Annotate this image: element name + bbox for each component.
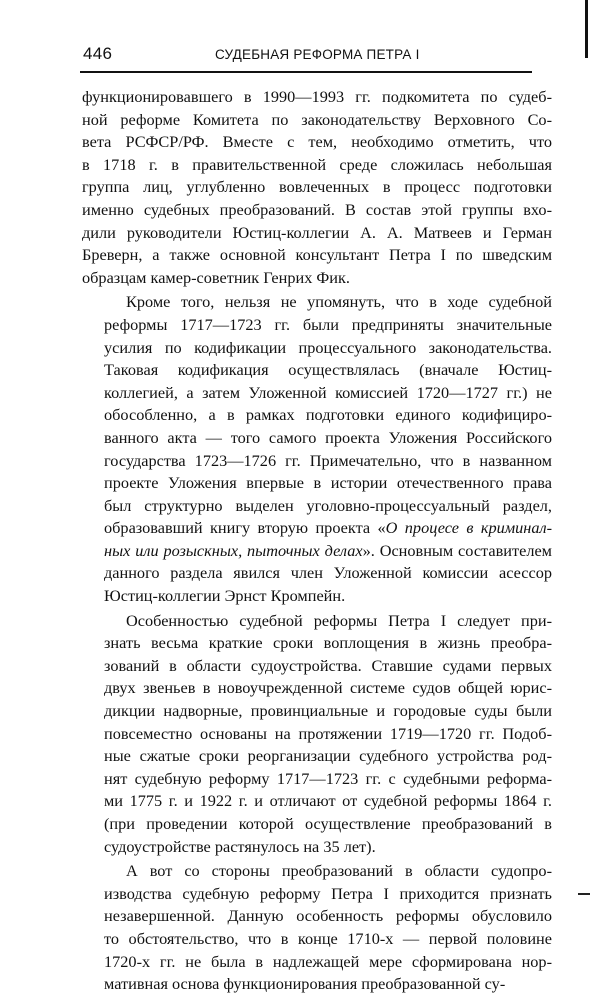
paragraph	[82, 860, 552, 996]
page-corner-mark	[578, 893, 590, 895]
text-line: функционировавшего в 1990—1993 гг. подкомитета по судеб-	[82, 87, 552, 106]
running-title: СУДЕБНАЯ РЕФОРМА ПЕТРА I	[215, 47, 420, 62]
text-line: образцам камер-советник Генрих Фик.	[82, 267, 350, 287]
text-line: ми 1775 г. и 1922 г. и отличают от судебной реформы 1864 г.	[104, 791, 552, 811]
text-line: то обстоятельство, что в конце 1710-х — первой половине	[104, 928, 552, 948]
text-line: Таковая кодификация осуществлялась (вначале Юстиц-	[104, 360, 552, 380]
text-line: нят судебную реформу 1717—1723 гг. с судебными реформа-	[104, 768, 552, 788]
text-run: образовавший книгу вторую проекта «	[104, 518, 386, 538]
text-line: зований в области судоустройства. Ставшие судами первых	[104, 655, 552, 675]
italic-title-run: О процесе в криминал-	[385, 518, 553, 538]
body-text	[82, 86, 552, 998]
text-line: вета РСФСР/РФ. Вместе с тем, необходимо отметить, что	[82, 132, 552, 152]
text-line: 1720-х гг. не была в надлежащей мере сформирована нор-	[104, 951, 552, 971]
text-line: Юстиц-коллегии Эрнст Кромпейн.	[104, 586, 346, 606]
text-line: Особенностью судебной реформы Петра I следует при-	[126, 610, 552, 630]
text-line: коллегией, а затем Уложенной комиссией 1720—1727 гг.) не	[104, 382, 552, 402]
text-line: двух звеньев в новоучрежденной системе судов общей юрис-	[104, 678, 552, 698]
text-line: усилия по кодификации процессуального законодательства.	[104, 337, 552, 357]
text-line: группа лиц, углубленно вовлеченных в процесс подготовки	[82, 177, 552, 197]
text-line: Кроме того, нельзя не упомянуть, что в ходе судебной	[126, 292, 552, 312]
text-line: А вот со стороны преобразований в области судопро-	[126, 861, 552, 881]
text-line	[82, 540, 552, 563]
page-number: 446	[83, 44, 113, 63]
text-line: в 1718 г. в правительственной среде сложилась небольшая	[82, 154, 552, 174]
paragraph	[82, 86, 552, 289]
text-line	[82, 517, 552, 540]
text-line: (при проведении которой осуществление преобразований в	[104, 814, 552, 833]
text-line: был структурно выделен уголовно-процессуальный раздел,	[104, 495, 552, 515]
page-edge-mark	[585, 0, 588, 58]
text-line: ванного акта — того самого проекта Уложения Российского	[104, 427, 552, 447]
text-line: реформы 1717—1723 гг. были предприняты значительные	[104, 314, 552, 334]
text-line: обособленно, а в рамках подготовки единого кодифициро-	[104, 405, 552, 425]
text-line: мативная основа функционирования преобразованной су-	[104, 974, 506, 994]
text-run: ». Основным составителем	[362, 540, 552, 560]
text-line: незавершенной. Данную особенность реформы обусловило	[104, 906, 552, 926]
paragraph	[82, 291, 552, 607]
text-line: государства 1723—1726 гг. Примечательно, что в названном	[104, 450, 552, 470]
text-line: ные сжатые сроки реорганизации судебного устройства род-	[104, 746, 552, 766]
text-line: изводства судебную реформу Петра I приходится признать	[104, 883, 552, 903]
italic-title-run: ных или розыскных, пыточных делах	[104, 540, 363, 560]
text-line: знать весьма краткие сроки воплощения в жизнь преобра-	[104, 633, 552, 653]
text-line: именно судебных преобразований. В состав этой группы вхо-	[82, 199, 552, 219]
text-line: ной реформе Комитета по законодательству Верховного Со-	[82, 109, 552, 129]
header-rule	[80, 71, 532, 73]
text-line: судоустройстве растянулось на 35 лет).	[104, 836, 376, 856]
text-line: дили руководители Юстиц-коллегии А. А. Матвеев и Герман	[82, 222, 552, 242]
text-line: данного раздела явился член Уложенной комиссии асессор	[104, 563, 552, 583]
paragraph	[82, 610, 552, 859]
text-line: повсеместно основаны на протяжении 1719—1720 гг. Подоб-	[104, 723, 552, 743]
text-line: проекте Уложения впервые в истории отечественного права	[104, 473, 552, 493]
text-line: дикции надворные, провинциальные и городовые суды были	[104, 701, 552, 721]
text-line: Бреверн, а также основной консультант Петра I по шведским	[82, 245, 552, 265]
